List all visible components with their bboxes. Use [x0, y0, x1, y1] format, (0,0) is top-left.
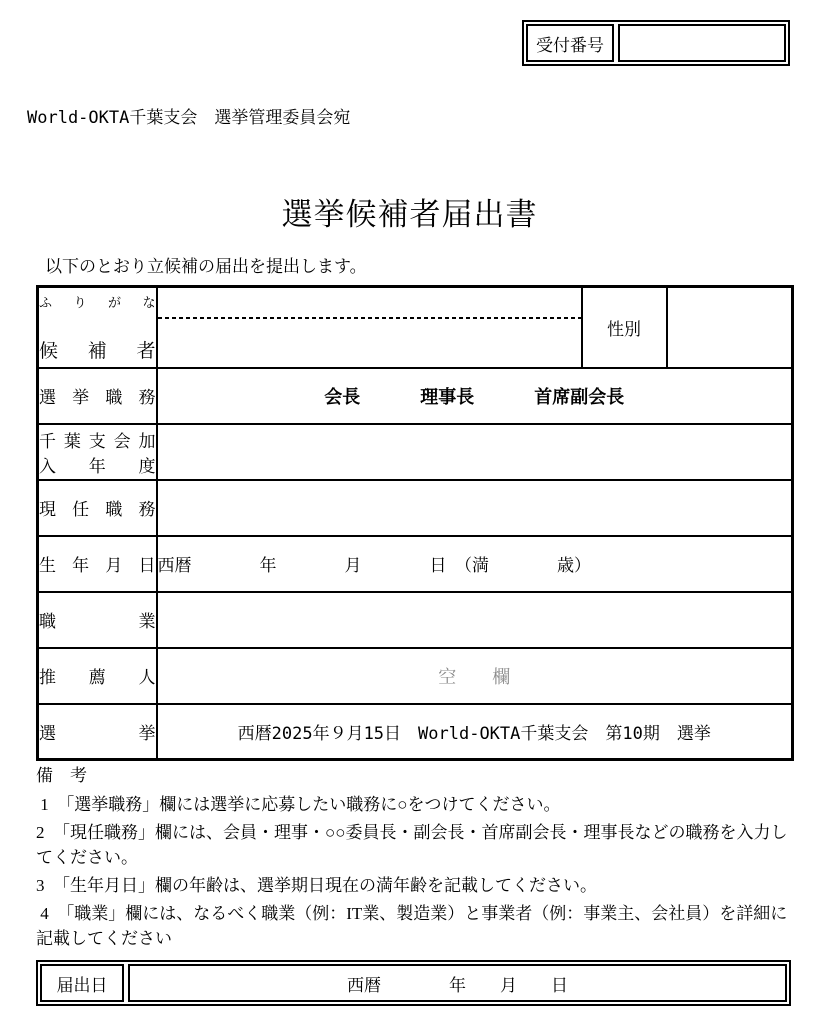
birth-date-input-area[interactable]: 西暦 年 月 日 （満 歳）: [157, 536, 793, 592]
candidate-form-table: [36, 285, 794, 761]
submission-date-label: 届出日: [40, 964, 124, 1002]
current-position-input-area[interactable]: [157, 480, 793, 536]
row-membership-year: [38, 424, 793, 480]
candidate-value-cell: [157, 287, 582, 368]
option-chairman[interactable]: 理事長: [420, 386, 475, 407]
occupation-label-cell: [38, 592, 157, 648]
notes-section: [36, 763, 792, 954]
membership-year-input-area[interactable]: [157, 424, 793, 480]
birth-date-label: 生 年 月 日: [39, 556, 156, 575]
row-recommender: [38, 648, 793, 704]
recommender-label: 推 薦 人: [39, 668, 156, 687]
addressee-line: World-OKTA千葉支会 選挙管理委員会宛: [27, 108, 351, 128]
intro-sentence: 以下のとおり立候補の届出を提出します。: [45, 257, 367, 276]
position-options-cell: [157, 368, 793, 424]
reception-number-label: 受付番号: [526, 24, 614, 62]
reception-number-box: [522, 20, 790, 66]
current-position-label-cell: [38, 480, 157, 536]
note-item-4: 4 「職業」欄には、なるべく職業（例：IT業、製造業）と事業者（例：事業主、会社員）を詳細に記載してください: [36, 904, 788, 948]
candidate-label-cell: [38, 287, 157, 368]
election-label: 選 挙: [39, 723, 156, 743]
recommender-blank-cell: 空 欄: [157, 648, 793, 704]
reception-number-input-area[interactable]: [618, 24, 786, 62]
row-occupation: [38, 592, 793, 648]
occupation-input-area[interactable]: [157, 592, 793, 648]
membership-year-label-cell: [38, 424, 157, 480]
submission-date-input-area[interactable]: 西暦 年 月 日: [128, 964, 787, 1002]
recommender-label-cell: [38, 648, 157, 704]
row-current-position: [38, 480, 793, 536]
row-birth-date: [38, 536, 793, 592]
current-position-label: 現 任 職 務: [39, 500, 156, 519]
notes-heading: 備 考: [36, 766, 87, 785]
option-president[interactable]: 会長: [324, 386, 361, 407]
row-election: [38, 704, 793, 760]
note-item-3: 3 「生年月日」欄の年齢は、選挙期日現在の満年齢を記載してください。: [36, 876, 597, 895]
document-title: 選挙候補者届出書: [281, 197, 538, 232]
option-chief-vice-president[interactable]: 首席副会長: [534, 386, 625, 407]
row-candidate: [38, 287, 793, 368]
occupation-label: 職 業: [39, 612, 156, 631]
candidate-name-input-area[interactable]: [158, 319, 581, 366]
submission-date-box: [36, 960, 791, 1006]
membership-year-label-line2: 入 年 度: [39, 456, 156, 476]
note-item-2: 2 「現任職務」欄には、会員・理事・○○委員長・副会長・首席副会長・理事長などの職務を入力してください。: [36, 823, 788, 867]
candidate-label: 候 補 者: [39, 340, 156, 362]
position-label-cell: [38, 368, 157, 424]
furigana-input-area[interactable]: [158, 289, 581, 317]
gender-input-area[interactable]: [667, 287, 793, 368]
note-item-1: 1 「選挙職務」欄には選挙に応募したい職務に○をつけてください。: [36, 795, 561, 814]
membership-year-label-line1: 千 葉 支 会 加: [39, 431, 156, 451]
furigana-label: ふ り が な: [39, 294, 156, 310]
gender-label: 性別: [582, 287, 667, 368]
election-info: 西暦2025年９月15日 World-OKTA千葉支会 第10期 選挙: [157, 704, 793, 760]
birth-date-label-cell: [38, 536, 157, 592]
position-label: 選 挙 職 務: [39, 388, 156, 407]
election-label-cell: [38, 704, 157, 760]
row-election-position: [38, 368, 793, 424]
